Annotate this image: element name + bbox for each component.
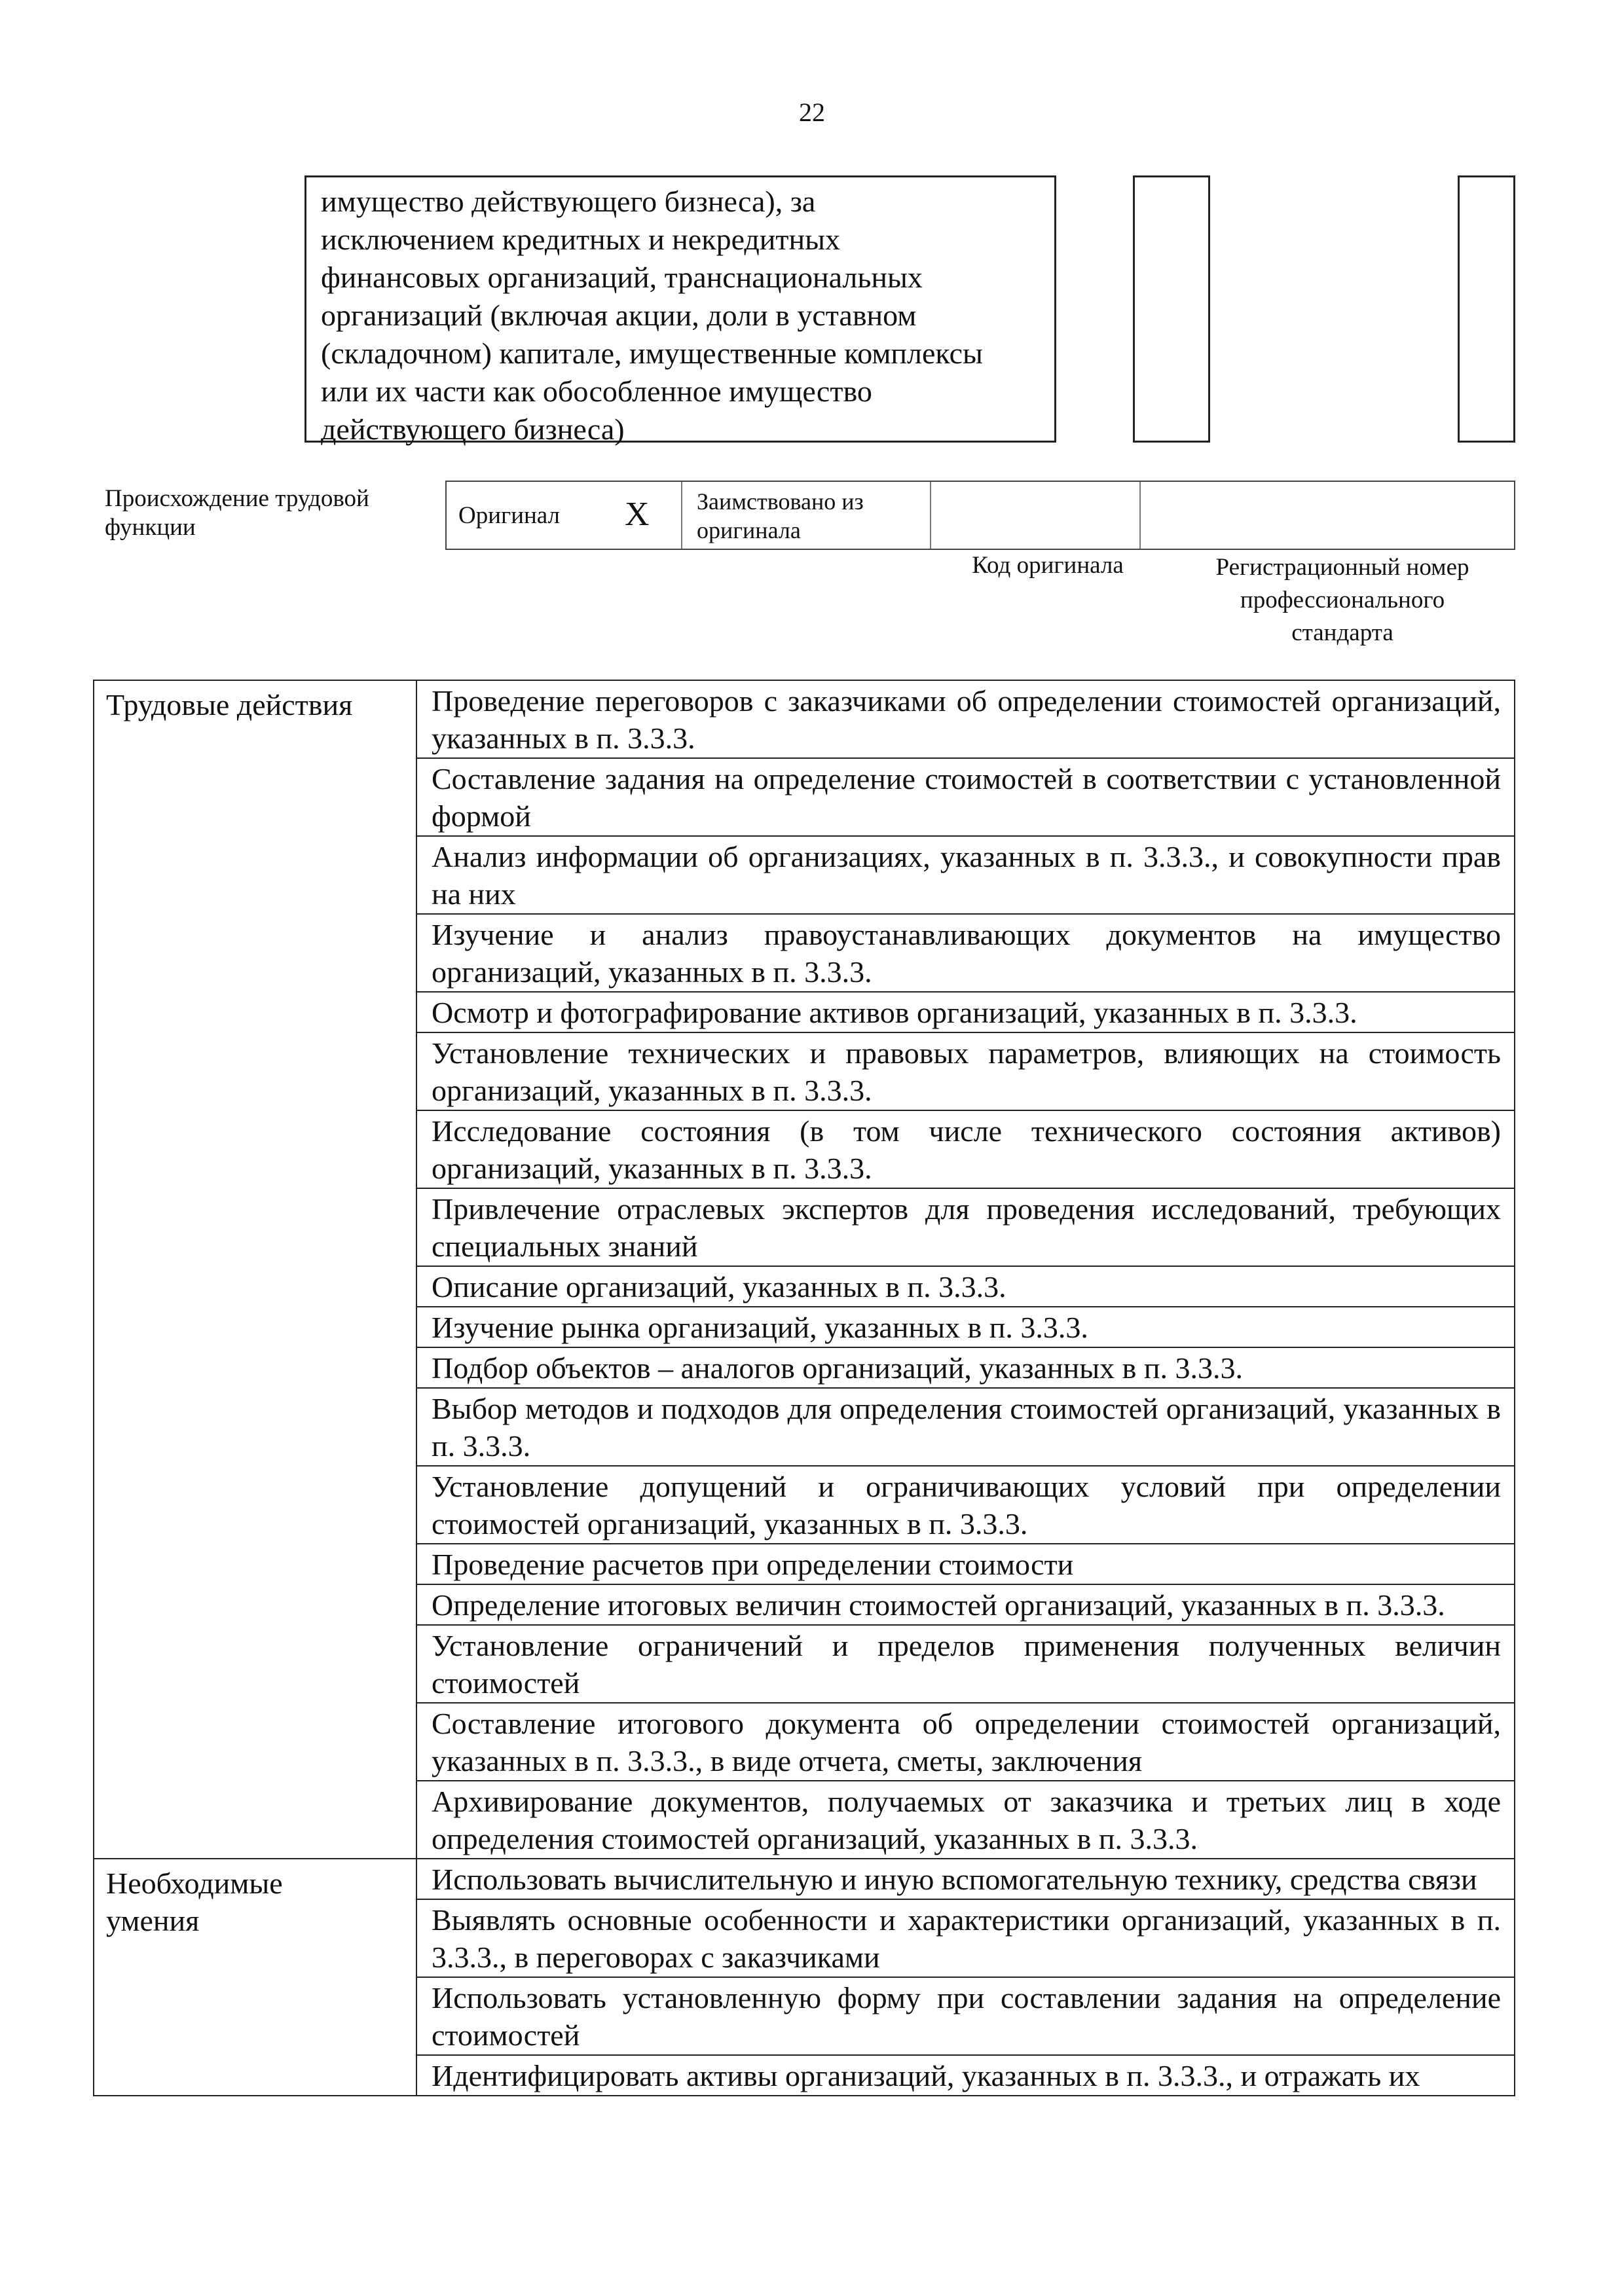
labor-action-item: Составление итогового документа об определении стоимостей организаций, указанных в п. 3.3.3., в виде отчета, сметы, заключения [416, 1703, 1515, 1781]
continuation-line: имущество действующего бизнеса), за [321, 185, 816, 218]
origin-original-cell [447, 482, 682, 549]
original-mark: X [625, 496, 650, 533]
labor-action-item: Изучение и анализ правоустанавливающих документов на имущество организаций, указанных в п. 3.3.3. [416, 914, 1515, 992]
continuation-box [304, 175, 1056, 446]
labor-actions-header: Трудовые действия [94, 680, 416, 1859]
reg-caption-line: Регистрационный номер [1215, 554, 1469, 581]
required-skill-item: Использовать установленную форму при составлении задания на определение стоимостей [416, 1977, 1515, 2055]
page-number: 22 [799, 98, 825, 127]
table-row [94, 1859, 1515, 1899]
labor-action-item: Установление ограничений и пределов применения полученных величин стоимостей [416, 1625, 1515, 1703]
continuation-line: исключением кредитных и некредитных [321, 223, 841, 256]
required-skill-item: Использовать вычислительную и иную вспомогательную технику, средства связи [416, 1859, 1515, 1899]
labor-action-item: Описание организаций, указанных в п. 3.3.3. [416, 1266, 1515, 1307]
level-box [1458, 175, 1515, 443]
labor-action-item: Анализ информации об организациях, указанных в п. 3.3.3., и совокупности прав на них [416, 836, 1515, 914]
table-row [94, 680, 1515, 758]
reg-caption-line: профессионального [1240, 587, 1445, 613]
continuation-line: финансовых организаций, транснациональных [321, 261, 923, 294]
labor-action-item: Подбор объектов – аналогов организаций, указанных в п. 3.3.3. [416, 1347, 1515, 1388]
reg-caption-line: стандарта [1291, 619, 1393, 646]
labor-action-item: Установление технических и правовых параметров, влияющих на стоимость организаций, указанных в п. 3.3.3. [416, 1032, 1515, 1110]
required-skills-header-line: Необходимые [106, 1867, 283, 1900]
origin-label-line: функции [105, 514, 196, 541]
continuation-line: (складочном) капитале, имущественные комплексы [321, 337, 983, 370]
required-skills-header [94, 1859, 416, 2096]
labor-action-item: Определение итоговых величин стоимостей организаций, указанных в п. 3.3.3. [416, 1584, 1515, 1625]
labor-action-item: Осмотр и фотографирование активов организаций, указанных в п. 3.3.3. [416, 992, 1515, 1032]
borrowed-label [697, 487, 864, 545]
required-skill-item: Идентифицировать активы организаций, указанных в п. 3.3.3., и отражать их [416, 2055, 1515, 2096]
borrowed-label-line: Заимствовано из [697, 488, 864, 515]
reg-number-caption [1172, 551, 1513, 649]
labor-action-item: Проведение расчетов при определении стоимости [416, 1544, 1515, 1584]
continuation-line: действующего бизнеса) [321, 412, 625, 446]
labor-action-item: Установление допущений и ограничивающих условий при определении стоимостей организаций, указанных в п. 3.3.3. [416, 1466, 1515, 1544]
labor-action-item: Привлечение отраслевых экспертов для проведения исследований, требующих специальных знаний [416, 1188, 1515, 1266]
qualification-code-box [1133, 175, 1210, 443]
origin-table [445, 481, 1515, 550]
code-caption: Код оригинала [972, 552, 1124, 579]
origin-borrowed-cell [682, 482, 931, 549]
labor-action-item: Выбор методов и подходов для определения стоимостей организаций, указанных в п. 3.3.3. [416, 1388, 1515, 1466]
continuation-line: организаций (включая акции, доли в уставном [321, 299, 917, 332]
borrowed-label-line: оригинала [697, 517, 801, 543]
required-skills-header-line: умения [106, 1904, 200, 1937]
labor-function-table [93, 680, 1515, 2096]
continuation-line: или их части как обособленное имущество [321, 374, 872, 408]
labor-action-item: Изучение рынка организаций, указанных в п. 3.3.3. [416, 1307, 1515, 1347]
origin-reg-number-cell [1141, 482, 1515, 549]
labor-action-item: Проведение переговоров с заказчиками об определении стоимостей организаций, указанных в п. 3.3.3. [416, 680, 1515, 758]
origin-label-line: Происхождение трудовой [105, 485, 369, 512]
origin-code-cell [931, 482, 1141, 549]
required-skill-item: Выявлять основные особенности и характеристики организаций, указанных в п. 3.3.3., в переговорах с заказчиками [416, 1899, 1515, 1977]
origin-label [105, 484, 445, 542]
labor-action-item: Исследование состояния (в том числе технического состояния активов) организаций, указанных в п. 3.3.3. [416, 1110, 1515, 1188]
labor-action-item: Архивирование документов, получаемых от заказчика и третьих лиц в ходе определения стоимостей организаций, указанных в п. 3.3.3. [416, 1781, 1515, 1859]
original-label: Оригинал [458, 502, 561, 529]
labor-action-item: Составление задания на определение стоимостей в соответствии с установленной формой [416, 758, 1515, 836]
